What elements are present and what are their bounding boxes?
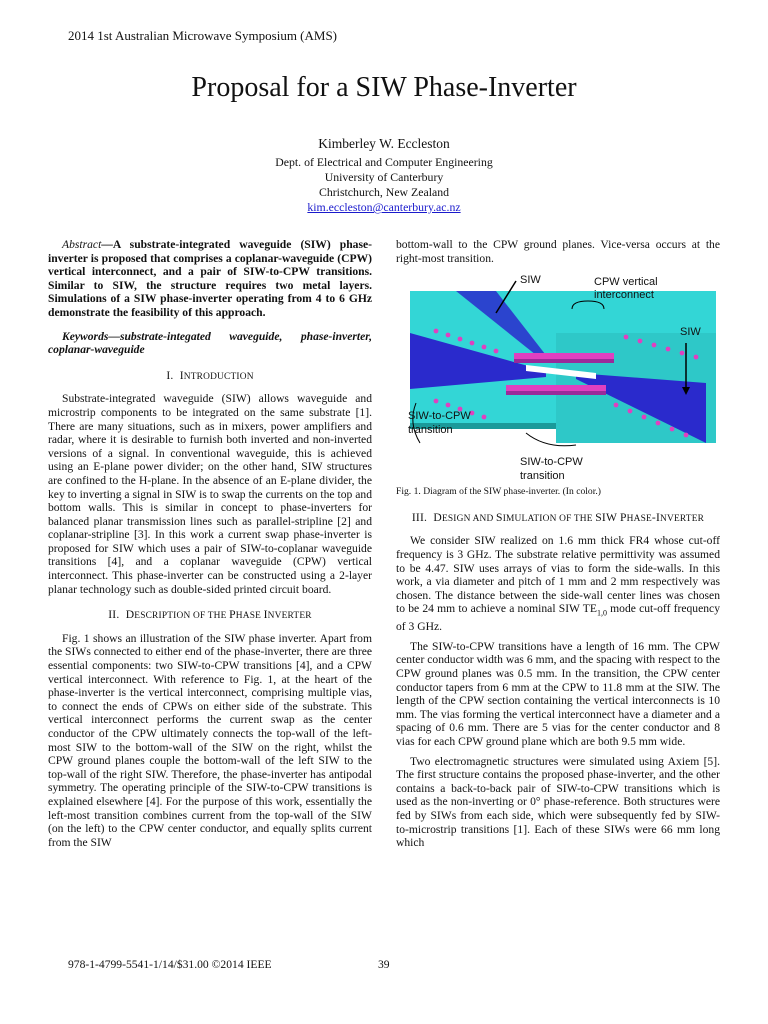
keywords-label: Keywords: [62, 329, 109, 343]
author-university: University of Canterbury: [324, 170, 444, 184]
via: [470, 341, 475, 346]
description-paragraph: Fig. 1 shows an illustration of the SIW phase inverter. Apart from the SIWs connected to either end of the phase-inverter, there are three essential components: two SIW-to-CPW transitions [4], and a CPW vertical interconnect. With reference to Fig. 1, at the heart of the phase-inverter is the vertical interconnect, comprising multiple vias, to connect the ends of CPWs on either side of the substrate. This vertical interconnect performs the current swap as the center conductor of the CPW ultimately connects the top-wall of the left-most SIW to the bottom-wall of the SIW on the right, whilst the CPW ground planes couple the bottom-wall of the left SIW to the top-wall of the right SIW. Therefore, the phase-inverter has antipodal symmetry. The operating principle of the SIW-to-CPW transitions is explained elsewhere [4]. For the purpose of this work, essentially the left-most transition combines current from the top-wall of the SIW (on the left) to the CPW center conductor, and equally splits current from the SIW: [48, 631, 373, 849]
via: [638, 339, 643, 344]
via: [680, 351, 685, 356]
via: [446, 333, 451, 338]
via: [434, 329, 439, 334]
right-column: [396, 238, 720, 856]
via-row: [514, 353, 614, 359]
via: [684, 433, 689, 438]
page-number: 39: [378, 958, 390, 971]
abstract-dash: —: [101, 238, 113, 251]
via: [666, 347, 671, 352]
figure-caption: Fig. 1. Diagram of the SIW phase-inverter. (In color.): [396, 486, 601, 498]
via: [628, 409, 633, 414]
paper-title: Proposal for a SIW Phase-Inverter: [191, 72, 577, 103]
via: [614, 403, 619, 408]
author-email-link[interactable]: kim.eccleston@canterbury.ac.nz: [307, 200, 461, 214]
author-block: [0, 136, 768, 215]
via: [652, 343, 657, 348]
left-column: [48, 238, 372, 855]
via: [624, 335, 629, 340]
section-heading-design: III. DESIGN AND SIMULATION OF THE SIW PHASE-INVERTER: [411, 510, 705, 524]
via: [458, 337, 463, 342]
keywords-text: substrate-integated waveguide, phase-inverter, coplanar-waveguide: [48, 329, 372, 357]
label-cpw-vi-2: interconnect: [594, 289, 654, 302]
author-name: Kimberley W. Eccleston: [318, 136, 450, 151]
label-left-transition-1: SIW-to-CPW: [408, 410, 471, 423]
abstract: [48, 238, 372, 320]
via: [482, 345, 487, 350]
keywords-dash: —: [108, 329, 120, 343]
via: [642, 415, 647, 420]
abstract-text: A substrate-integrated waveguide (SIW) phase-inverter is proposed that comprises a coplanar-waveguide (CPW) vertical interconnect, and a pair of SIW-to-CPW transitions. Similar to SIW, the structure requires two metal layers. Simulations of a SIW phase-inverter operating from 4 to 6 GHz demonstrate the feasibility of this approach.: [48, 238, 372, 319]
via-row-shadow: [514, 359, 614, 363]
design-paragraph-2: The SIW-to-CPW transitions have a length of 16 mm. The CPW center conductor width was 6 mm, and the spacing with respect to the CPW ground planes was 0.5 mm. In the transition, the CPW center conductor tapers from 6 mm at the CPW to 11.8 mm at the SIW. The length of the CPW section containing the vertical interconnects is 10 mm. The vias forming the vertical interconnect have a diameter and a spacing of 0.6 mm. There are 5 vias for the center conductor and 8 vias for each CPW ground plane which are both 9.5 mm wide.: [396, 639, 720, 748]
via: [656, 421, 661, 426]
label-bottom-transition-2: transition: [520, 470, 565, 483]
via-row-shadow: [506, 391, 606, 395]
label-left-transition-2: transition: [408, 424, 453, 437]
via: [482, 415, 487, 420]
keywords: [48, 330, 372, 357]
via: [694, 355, 699, 360]
via: [670, 427, 675, 432]
author-city: Christchurch, New Zealand: [318, 185, 450, 199]
via-row: [506, 385, 606, 391]
design-paragraph-1: We consider SIW realized on 1.6 mm thick FR4 whose cut-off frequency is 3 GHz. The substrate relative permittivity was assumed to be 4.47. SIW uses arrays of vias to form the side-walls. In this work, a via diameter and pitch of 1 mm and 2 mm respectively was chosen. The distance between the side-wall center lines was chosen to be 24 mm to achieve a nominal SIW $TE_{1,0}$ mode cut-off frequency of 3 GHz.: [396, 534, 720, 634]
siw-phase-inverter-diagram: [396, 273, 720, 485]
figure-1: [396, 273, 720, 485]
via: [494, 349, 499, 354]
via: [446, 403, 451, 408]
section-heading-introduction: I. INTRODUCTION: [166, 368, 254, 382]
conference-header: 2014 1st Australian Microwave Symposium (AMS): [68, 28, 338, 43]
label-siw-right: SIW: [680, 326, 701, 339]
design-paragraph-3: Two electromagnetic structures were simulated using Axiem [5]. The first structure contains the proposed phase-inverter, and the other contains a back-to-back pair of SIW-to-CPW transitions which is used as the non-inverting or 0° phase-reference. Both structures were fed by SIWs from each side, which were subsequently fed by SIW-to-microstrip transitions [1]. Each of these SIWs were 66 mm long which: [396, 754, 720, 850]
author-dept: Dept. of Electrical and Computer Engineering: [275, 155, 493, 169]
footer-isbn: 978-1-4799-5541-1/14/$31.00 ©2014 IEEE: [68, 958, 272, 971]
description-paragraph-continued: bottom-wall to the CPW ground planes. Vice-versa occurs at the right-most transition.: [396, 238, 720, 265]
label-siw-top: SIW: [520, 274, 541, 287]
via: [434, 399, 439, 404]
label-cpw-vi-1: CPW vertical: [594, 276, 658, 289]
label-bottom-transition-1: SIW-to-CPW: [520, 456, 583, 469]
section-heading-description: II. DESCRIPTION OF THE PHASE INVERTER: [108, 608, 312, 622]
intro-paragraph: Substrate-integrated waveguide (SIW) allows waveguide and microstrip components to be integrated on the same substrate [1]. There are many situations, such as in mixers, power amplifiers and radar, where it is desirable to furnish both inverted and non-inverted versions of a signal. In conventional waveguide, this is achieved using an E-plane power divider; on the other hand, SIW structures are confined to the H-plane. In the absence of an E-plane divider, the key to inverting a signal in SIW is to swap the currents on the top and bottom walls. This is similar in concept to phase-inverters for balanced planar transmission lines such as parallel-stripline [2] and coplanar-stripline [3]. In this work a current swap phase-inverter is proposed for SIW which uses a pair of SIW-to-coplanar waveguide transitions [4], and a coplanar waveguide (CPW) vertical interconnect. This phase-inverter can be constructed using a 2-layer planar technology such as double-sided printed circuit board.: [48, 392, 372, 596]
abstract-label: Abstract: [62, 238, 102, 251]
